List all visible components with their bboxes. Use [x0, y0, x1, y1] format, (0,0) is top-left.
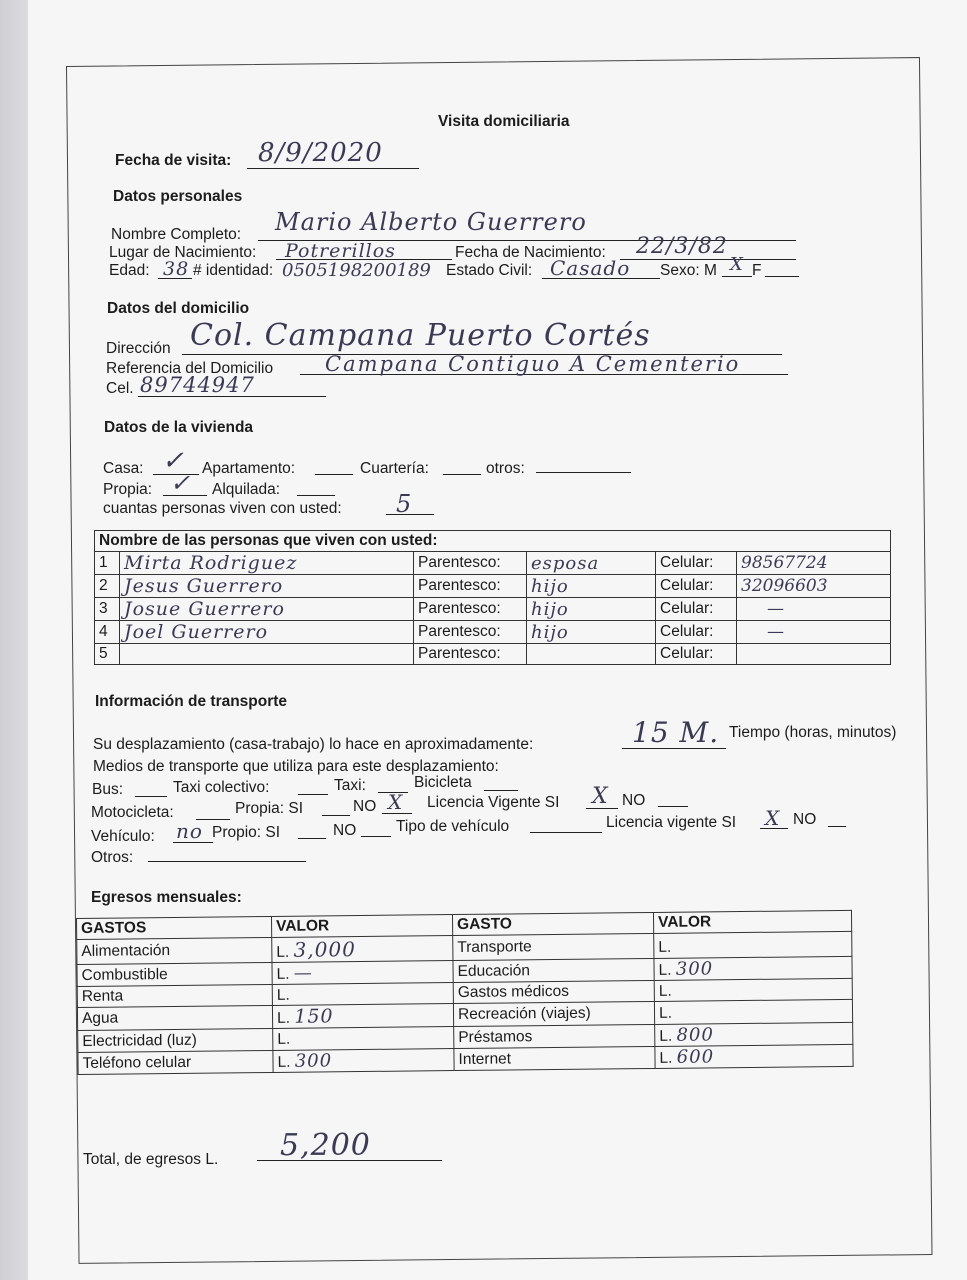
- expense-value-cell: [272, 1004, 453, 1029]
- civil-value[interactable]: Casado: [550, 256, 631, 280]
- table-row: [95, 644, 891, 665]
- bicicleta-line: [484, 790, 518, 791]
- row-number: 3: [95, 598, 120, 621]
- domicile-heading: Datos del domicilio: [107, 300, 250, 317]
- expense-item: Agua: [77, 1005, 272, 1030]
- parentesco-label: Parentesco:: [414, 621, 527, 644]
- expense-item: Educación: [453, 958, 654, 982]
- bus-line: [135, 796, 167, 797]
- expense-value-cell: [273, 1027, 454, 1051]
- licencia2-no-label: NO: [793, 811, 817, 828]
- expense-item: Gastos médicos: [453, 980, 654, 1003]
- table-row: [95, 575, 891, 598]
- member-name[interactable]: Mirta Rodriguez: [120, 552, 414, 575]
- celular-label: Celular:: [656, 598, 737, 621]
- table-row: [95, 621, 891, 644]
- expense-value[interactable]: 300: [294, 1050, 333, 1072]
- licencia-mark[interactable]: X: [592, 784, 609, 809]
- sex-label: Sexo: M: [660, 262, 717, 279]
- member-relation[interactable]: esposa: [527, 552, 656, 575]
- housing-heading: Datos de la vivienda: [104, 419, 254, 436]
- member-relation[interactable]: hijo: [527, 598, 656, 621]
- parentesco-label: Parentesco:: [414, 575, 527, 598]
- expense-value-cell: [654, 931, 852, 958]
- expense-item: Préstamos: [454, 1024, 655, 1048]
- moto-no-mark[interactable]: X: [388, 790, 404, 814]
- expense-item: Transporte: [453, 933, 654, 960]
- age-label: Edad:: [109, 262, 150, 279]
- visit-date-line: [247, 168, 419, 169]
- visit-date-label: Fecha de visita:: [115, 152, 232, 169]
- propio-si-line: [298, 838, 326, 839]
- name-label: Nombre Completo:: [111, 226, 242, 243]
- expense-value[interactable]: 150: [294, 1005, 334, 1028]
- sex-f-line: [765, 276, 799, 277]
- parentesco-label: Parentesco:: [414, 598, 527, 621]
- alquilada-label: Alquilada:: [212, 481, 281, 498]
- table-row: [95, 598, 891, 621]
- currency-label: L.: [658, 961, 672, 979]
- expense-item: Renta: [77, 984, 272, 1007]
- member-relation[interactable]: hijo: [527, 621, 656, 644]
- expenses-table: [76, 910, 854, 1075]
- propia-mark[interactable]: ✓: [170, 469, 192, 497]
- parentesco-label: Parentesco:: [414, 644, 527, 665]
- table-row: [95, 552, 891, 575]
- sex-m-mark[interactable]: X: [730, 254, 744, 275]
- moto-label: Motocicleta:: [91, 804, 174, 821]
- bus-label: Bus:: [92, 781, 124, 798]
- expense-item: Teléfono celular: [78, 1050, 273, 1074]
- parentesco-label: Parentesco:: [414, 552, 527, 575]
- member-relation[interactable]: hijo: [527, 575, 656, 598]
- birthplace-label: Lugar de Nacimiento:: [109, 244, 257, 261]
- commute-unit: Tiempo (horas, minutos): [729, 724, 897, 741]
- licencia-no-label: NO: [622, 792, 646, 809]
- taxi-label: Taxi:: [334, 777, 366, 794]
- member-name[interactable]: Jesus Guerrero: [120, 575, 414, 598]
- casa-mark[interactable]: ✓: [162, 446, 185, 476]
- address-value[interactable]: Col. Campana Puerto Cortés: [190, 318, 651, 353]
- licencia-label: Licencia Vigente SI: [427, 794, 560, 811]
- row-number: 5: [95, 644, 120, 665]
- member-phone[interactable]: [737, 644, 891, 665]
- row-number: 4: [95, 621, 120, 644]
- otros-transport-label: Otros:: [91, 849, 134, 866]
- expense-item: Recreación (viajes): [453, 1001, 654, 1026]
- alquilada-line: [297, 495, 335, 496]
- expense-value-cell: [272, 961, 453, 985]
- cuarteria-label: Cuartería:: [360, 460, 429, 477]
- col-valor2: VALOR: [653, 910, 851, 933]
- otros-transport-line: [148, 861, 306, 862]
- otros-line: [536, 472, 631, 473]
- currency-label: L.: [658, 1004, 673, 1022]
- birthdate-value[interactable]: 22/3/82: [636, 234, 728, 259]
- currency-label: L.: [658, 982, 672, 1000]
- currency-label: L.: [276, 986, 290, 1004]
- phone-label: Cel.: [106, 380, 134, 397]
- expense-value[interactable]: —: [293, 962, 313, 984]
- tipo-line: [530, 832, 602, 833]
- birthplace-value[interactable]: Potrerillos: [285, 240, 396, 262]
- propia-label: Propia:: [103, 481, 153, 498]
- currency-label: L.: [276, 943, 290, 961]
- total-label: Total, de egresos L.: [83, 1151, 219, 1168]
- propio-si-label: Propio: SI: [212, 824, 281, 841]
- currency-label: L.: [277, 1053, 291, 1071]
- expense-value[interactable]: 300: [675, 958, 714, 980]
- celular-label: Celular:: [656, 644, 737, 665]
- currency-label: L.: [277, 1030, 291, 1048]
- expense-value-cell: [654, 999, 852, 1024]
- apartamento-line: [315, 474, 353, 475]
- form-title: Visita domiciliaria: [438, 113, 570, 130]
- personal-heading: Datos personales: [113, 188, 243, 205]
- expense-item: Combustible: [77, 962, 272, 986]
- expense-value-cell: [272, 983, 453, 1006]
- col-valor: VALOR: [271, 915, 452, 938]
- celular-label: Celular:: [656, 621, 737, 644]
- address-label: Dirección: [106, 340, 171, 357]
- vehiculo-label: Vehículo:: [91, 828, 155, 845]
- celular-label: Celular:: [656, 575, 737, 598]
- member-phone[interactable]: —: [737, 598, 891, 621]
- col-gasto: GASTO: [452, 912, 653, 935]
- commute-label: Su desplazamiento (casa-trabajo) lo hace en aproximadamente:: [93, 736, 534, 753]
- commute-value[interactable]: 15 M.: [632, 716, 720, 749]
- vehiculo-value[interactable]: no: [176, 819, 203, 843]
- expense-item: Electricidad (luz): [78, 1028, 273, 1052]
- propio-no-line: [361, 836, 391, 837]
- taxi-colectivo-line: [298, 794, 328, 795]
- member-name[interactable]: [120, 644, 414, 665]
- row-number: 2: [95, 575, 120, 598]
- sex-m-line: [722, 276, 752, 277]
- taxi-colectivo-label: Taxi colectivo:: [173, 779, 270, 796]
- birthdate-label: Fecha de Nacimiento:: [455, 244, 606, 261]
- apartamento-label: Apartamento:: [202, 460, 296, 477]
- col-gastos: GASTOS: [77, 916, 272, 939]
- civil-label: Estado Civil:: [446, 262, 533, 279]
- expense-value[interactable]: 600: [676, 1046, 715, 1068]
- propio-no-label: NO: [333, 822, 357, 839]
- name-value[interactable]: Mario Alberto Guerrero: [275, 208, 587, 236]
- transport-heading: Información de transporte: [95, 693, 288, 710]
- casa-label: Casa:: [103, 460, 144, 477]
- currency-label: L.: [276, 1009, 291, 1027]
- expense-value-cell: [655, 1022, 853, 1046]
- member-phone[interactable]: 98567724: [737, 552, 891, 575]
- expense-value[interactable]: 800: [676, 1024, 714, 1046]
- currency-label: L.: [659, 1027, 673, 1045]
- sex-f-label: F: [752, 262, 762, 279]
- expense-value-cell: [654, 978, 852, 1001]
- expenses-heading: Egresos mensuales:: [91, 889, 242, 906]
- member-name[interactable]: Joel Guerrero: [120, 621, 414, 644]
- visit-date-value[interactable]: 8/9/2020: [258, 138, 383, 168]
- licencia2-no-line: [828, 826, 846, 827]
- currency-label: L.: [659, 1049, 673, 1067]
- expense-value-cell: [272, 936, 453, 963]
- otros-label: otros:: [486, 460, 525, 477]
- id-label: # identidad:: [193, 262, 274, 279]
- row-number: 1: [95, 552, 120, 575]
- currency-label: L.: [276, 965, 290, 983]
- member-phone[interactable]: 32096603: [737, 575, 891, 598]
- reference-value[interactable]: Campana Contiguo A Cementerio: [325, 352, 741, 376]
- licencia-no-line: [658, 806, 688, 807]
- tipo-label: Tipo de vehículo: [396, 818, 510, 835]
- expense-value-cell: [273, 1049, 454, 1073]
- licencia2-mark[interactable]: X: [765, 806, 781, 830]
- persons-value[interactable]: 5: [396, 490, 413, 518]
- birthdate-line: [620, 259, 796, 260]
- currency-label: L.: [658, 938, 672, 956]
- moto-no-label: NO: [353, 798, 377, 815]
- phone-value[interactable]: 89744947: [140, 373, 255, 397]
- expense-value-cell: [655, 1044, 853, 1068]
- expense-item: Internet: [454, 1046, 655, 1070]
- persons-label: cuantas personas viven con usted:: [103, 500, 342, 517]
- total-value[interactable]: 5,200: [280, 1128, 371, 1163]
- celular-label: Celular:: [656, 552, 737, 575]
- moto-propia-si-line: [322, 815, 350, 816]
- expense-value[interactable]: 3,000: [293, 937, 356, 962]
- household-table: [94, 530, 891, 665]
- member-relation[interactable]: [527, 644, 656, 665]
- expense-value-cell: [654, 956, 852, 980]
- id-value[interactable]: 0505198200189: [282, 260, 431, 281]
- expense-item: Alimentación: [77, 937, 272, 964]
- licencia2-label: Licencia vigente SI: [606, 814, 737, 831]
- reference-label: Referencia del Domicilio: [106, 360, 274, 377]
- member-name[interactable]: Josue Guerrero: [120, 598, 414, 621]
- cuarteria-line: [443, 474, 481, 475]
- member-phone[interactable]: —: [737, 621, 891, 644]
- means-label: Medios de transporte que utiliza para este desplazamiento:: [93, 758, 499, 775]
- age-value[interactable]: 38: [163, 258, 190, 280]
- household-heading: Nombre de las personas que viven con usted:: [95, 531, 891, 552]
- moto-propia-si-label: Propia: SI: [235, 800, 304, 817]
- bicicleta-label: Bicicleta: [414, 774, 472, 791]
